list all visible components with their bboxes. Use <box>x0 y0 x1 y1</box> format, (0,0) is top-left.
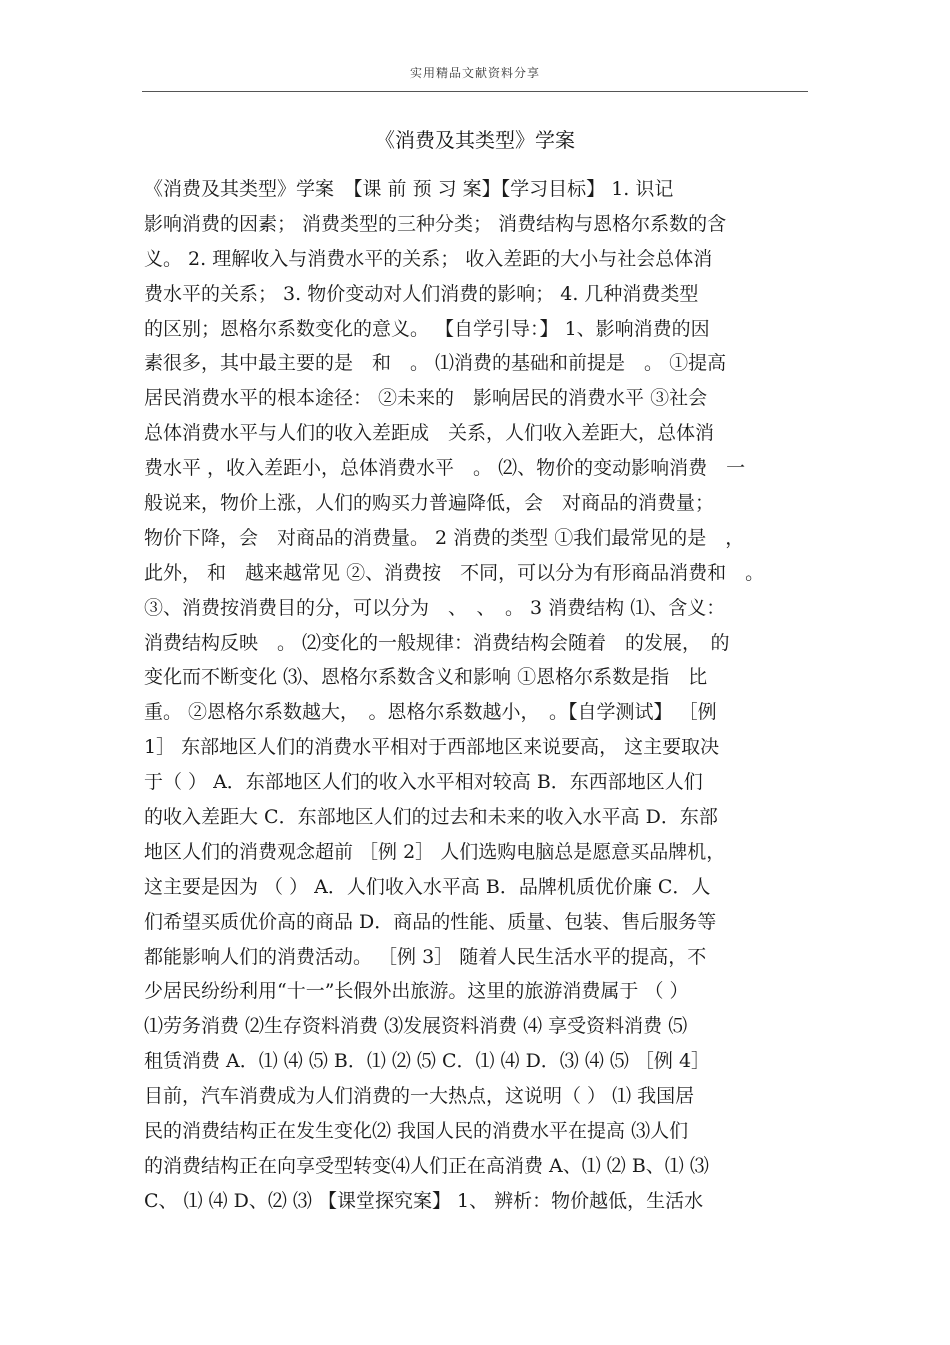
body-line: 变化而不断变化 ⑶、恩格尔系数含义和影响 ①恩格尔系数是指 比 <box>144 666 708 689</box>
document-title: 《消费及其类型》学案 <box>375 128 575 152</box>
body-line: 的区别；恩格尔系数变化的意义。 【自学引导：】 1、影响消费的因 <box>144 317 710 340</box>
body-line: ③、消费按消费目的分，可以分为 、 、 。 3 消费结构 ⑴、含义： <box>144 596 726 619</box>
body-line: C、 ⑴ ⑷ D、⑵ ⑶ 【课堂探究案】 1、 辨析：物价越低，生活水 <box>144 1189 704 1212</box>
page-header: 实用精品文献资料分享 <box>409 66 540 80</box>
body-line: ⑴劳务消费 ⑵生存资料消费 ⑶发展资料消费 ⑷ 享受资料消费 ⑸ <box>144 1015 688 1038</box>
body-line: 重。 ②恩格尔系数越大， 。恩格尔系数越小， 。【自学测试】 ［例 <box>144 701 717 724</box>
body-line: 此外， 和 越来越常见 ②、消费按 不同，可以分为有形商品消费和 。 <box>144 561 765 584</box>
body-line: 《消费及其类型》学案 【课 前 预 习 案】【学习目标】 1. 识记 <box>144 178 674 200</box>
body-line: 总体消费水平与人们的收入差距成 关系，人们收入差距大，总体消 <box>144 422 715 445</box>
body-line: 都能影响人们的消费活动。 ［例 3］ 随着人民生活水平的提高，不 <box>144 945 707 968</box>
body-line: 租赁消费 A．⑴ ⑷ ⑸ B．⑴ ⑵ ⑸ C．⑴ ⑷ D．⑶ ⑷ ⑸ ［例 4］ <box>144 1050 711 1073</box>
body-line: 的消费结构正在向享受型转变⑷人们正在高消费 A、⑴ ⑵ B、⑴ ⑶ <box>144 1154 709 1177</box>
body-line: 素很多，其中最主要的是 和 。 ⑴消费的基础和前提是 。 ①提高 <box>144 352 727 375</box>
body-line: 消费结构反映 。 ⑵变化的一般规律：消费结构会随着 的发展， 的 <box>144 631 730 654</box>
body-line: 费水平 ，收入差距小，总体消费水平 。 ⑵、物价的变动影响消费 一 <box>144 457 746 480</box>
body-line: 居民消费水平的根本途径： ②未来的 影响居民的消费水平 ③社会 <box>144 387 708 410</box>
body-line: 这主要是因为 （ ） A．人们收入水平高 B．品牌机质优价廉 C．人 <box>144 875 711 898</box>
header-divider <box>142 91 808 92</box>
body-line: 般说来，物价上涨，人们的购买力普遍降低，会 对商品的消费量； <box>144 492 715 515</box>
body-line: 目前，汽车消费成为人们消费的一大热点，这说明（ ） ⑴ 我国居 <box>144 1085 695 1108</box>
body-line: 影响消费的因素； 消费类型的三种分类； 消费结构与恩格尔系数的含 <box>144 212 727 235</box>
body-line: 于（ ） A．东部地区人们的收入水平相对较高 B．东西部地区人们 <box>144 771 703 794</box>
body-line: 地区人们的消费观念超前 ［例 2］ 人们选购电脑总是愿意买品牌机， <box>144 840 726 863</box>
document-body <box>144 172 812 1219</box>
body-line: 物价下降，会 对商品的消费量。 2 消费的类型 ①我们最常见的是 ， <box>144 526 745 549</box>
body-line: 民的消费结构正在发生变化⑵ 我国人民的消费水平在提高 ⑶人们 <box>144 1120 689 1143</box>
body-line: 义。 2. 理解收入与消费水平的关系； 收入差距的大小与社会总体消 <box>144 247 713 270</box>
body-line: 们希望买质优价高的商品 D．商品的性能、质量、包装、售后服务等 <box>144 910 717 933</box>
body-line: 1］ 东部地区人们的消费水平相对于西部地区来说要高， 这主要取决 <box>144 736 720 759</box>
body-line: 的收入差距大 C．东部地区人们的过去和未来的收入水平高 D．东部 <box>144 806 718 829</box>
body-line: 费水平的关系； 3. 物价变动对人们消费的影响； 4. 几种消费类型 <box>144 282 699 305</box>
body-line: 少居民纷纷利用“十一”长假外出旅游。这里的旅游消费属于 （ ） <box>144 980 689 1003</box>
